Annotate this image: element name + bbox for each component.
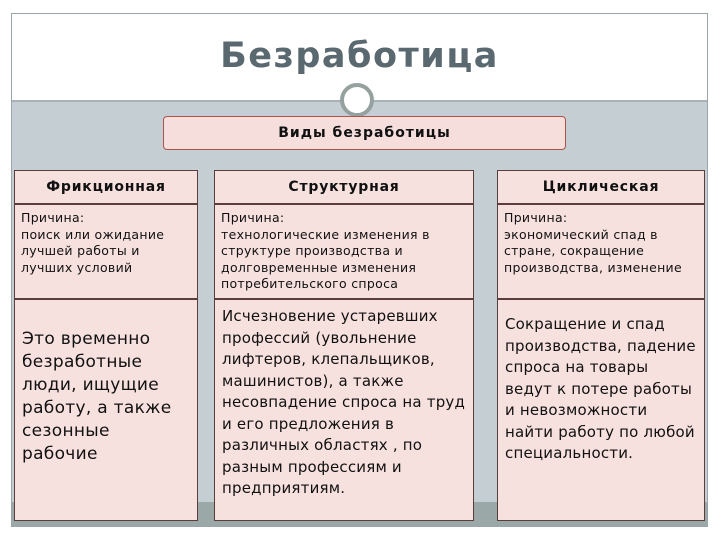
column-title-cyclical: Циклическая	[497, 170, 705, 204]
column-title-frictional: Фрикционная	[14, 170, 198, 204]
cause-label: Причина:	[504, 210, 568, 225]
cause-label: Причина:	[221, 210, 285, 225]
cause-text: поиск или ожидание лучшей работы и лучших условий	[21, 226, 165, 275]
cause-text: технологические изменения в структуре производства и долговременные изменения потребительского спроса	[221, 226, 430, 291]
cause-text: экономический спад в стране, сокращение производства, изменение	[504, 226, 682, 275]
cause-box-structural	[214, 204, 474, 299]
types-header: Виды безработицы	[163, 116, 566, 150]
circle-ornament-icon	[340, 83, 374, 117]
cause-label: Причина:	[21, 210, 85, 225]
description-frictional: Это временно безработные люди, ищущие работу, а также сезонные рабочие	[14, 299, 198, 521]
description-cyclical: Сокращение и спад производства, падение спроса на товары ведут к потере работы и невозможности найти работу по любой специальности.	[497, 299, 705, 521]
slide-frame	[11, 13, 708, 527]
column-title-structural: Структурная	[214, 170, 474, 204]
cause-box-cyclical	[497, 204, 705, 299]
description-structural: Исчезновение устаревших профессий (увольнение лифтеров, клепальщиков, машинистов), а также несовпадение спроса на труд и его предложения в различных областях , по разным профессиям и предприятиям.	[214, 299, 474, 521]
page-title: Безработица	[220, 36, 499, 76]
cause-box-frictional	[14, 204, 198, 299]
